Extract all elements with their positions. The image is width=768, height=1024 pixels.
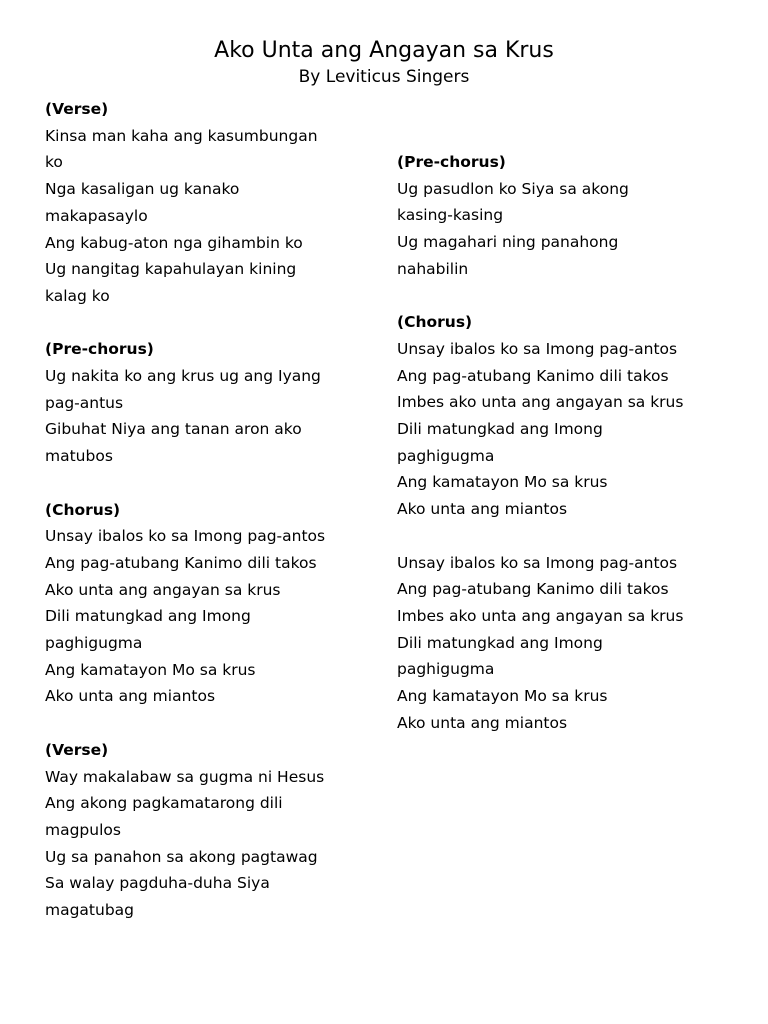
section-heading: (Pre-chorus) [397, 153, 506, 171]
lyric-line: Way makalabaw sa gugma ni Hesus [45, 767, 325, 786]
lyric-line: ko [45, 153, 63, 172]
lyric-line: Ang kamatayon Mo sa krus [397, 687, 608, 706]
lyric-line: Ako unta ang angayan sa krus [45, 580, 281, 599]
lyric-line: Ug pasudlon ko Siya sa akong [397, 179, 629, 198]
lyric-line: Unsay ibalos ko sa Imong pag-antos [397, 339, 678, 358]
song-header [0, 36, 768, 88]
lyric-line: Unsay ibalos ko sa Imong pag-antos [45, 527, 326, 546]
lyric-line: Ako unta ang miantos [397, 500, 568, 519]
lyric-line: Unsay ibalos ko sa Imong pag-antos [397, 553, 678, 572]
lyrics-section [45, 96, 385, 310]
lyric-line: Ug nakita ko ang krus ug ang Iyang [45, 367, 321, 386]
lyric-line: Imbes ako unta ang angayan sa krus [397, 393, 684, 412]
lyric-line: Ako unta ang miantos [45, 687, 216, 706]
lyrics-left-column [45, 96, 385, 924]
lyric-line: Ang kamatayon Mo sa krus [45, 660, 256, 679]
lyric-line: Ang akong pagkamatarong dili [45, 794, 283, 813]
lyric-line: Ako unta ang miantos [397, 713, 568, 732]
lyric-line: magatubag [45, 901, 135, 920]
lyric-line: Dili matungkad ang Imong [397, 420, 603, 439]
lyric-line: makapasaylo [45, 206, 148, 225]
lyric-line: kalag ko [45, 286, 110, 305]
lyrics-section [397, 309, 737, 523]
lyric-line: Sa walay pagduha-duha Siya [45, 874, 270, 893]
lyric-line: Ug magahari ning panahong [397, 233, 619, 252]
lyric-line: nahabilin [397, 259, 469, 278]
lyric-line: Imbes ako unta ang angayan sa krus [397, 606, 684, 625]
section-heading: (Chorus) [397, 313, 473, 332]
lyric-line: Ug sa panahon sa akong pagtawag [45, 847, 318, 866]
section-heading: (Chorus) [45, 500, 121, 519]
lyric-line: Ang pag-atubang Kanimo dili takos [397, 366, 669, 385]
song-title: Ako Unta ang Angayan sa Krus [214, 38, 554, 63]
song-artist: By Leviticus Singers [298, 67, 470, 87]
lyrics-section [397, 550, 737, 737]
lyric-line: Ang pag-atubang Kanimo dili takos [397, 580, 669, 599]
lyric-line: paghigugma [397, 660, 495, 679]
lyric-line: Kinsa man kaha ang kasumbungan [45, 126, 318, 145]
lyric-line: kasing-kasing [397, 206, 504, 225]
lyric-line: Dili matungkad ang Imong [397, 633, 603, 652]
lyric-line: Ang pag-atubang Kanimo dili takos [45, 553, 317, 572]
lyric-line: pag-antus [45, 393, 124, 412]
lyric-line: magpulos [45, 820, 121, 839]
lyric-line: Ug nangitag kapahulayan kining [45, 260, 297, 279]
section-heading: (Verse) [45, 740, 109, 759]
lyric-line: matubos [45, 447, 113, 466]
lyric-line: Ang kamatayon Mo sa krus [397, 473, 608, 492]
section-heading: (Pre-chorus) [45, 340, 154, 359]
lyric-line: Ang kabug-aton nga gihambin ko [45, 233, 303, 252]
lyric-line: paghigugma [397, 446, 495, 465]
lyric-line: Dili matungkad ang Imong [45, 607, 251, 626]
lyrics-right-column [397, 149, 737, 736]
lyrics-section [45, 336, 385, 470]
lyrics-section [45, 497, 385, 711]
section-heading: (Verse) [45, 100, 109, 118]
lyrics-section [397, 149, 737, 283]
lyrics-section [45, 737, 385, 924]
lyric-line: paghigugma [45, 634, 143, 653]
lyric-line: Gibuhat Niya ang tanan aron ako [45, 420, 302, 439]
lyric-line: Nga kasaligan ug kanako [45, 180, 240, 199]
